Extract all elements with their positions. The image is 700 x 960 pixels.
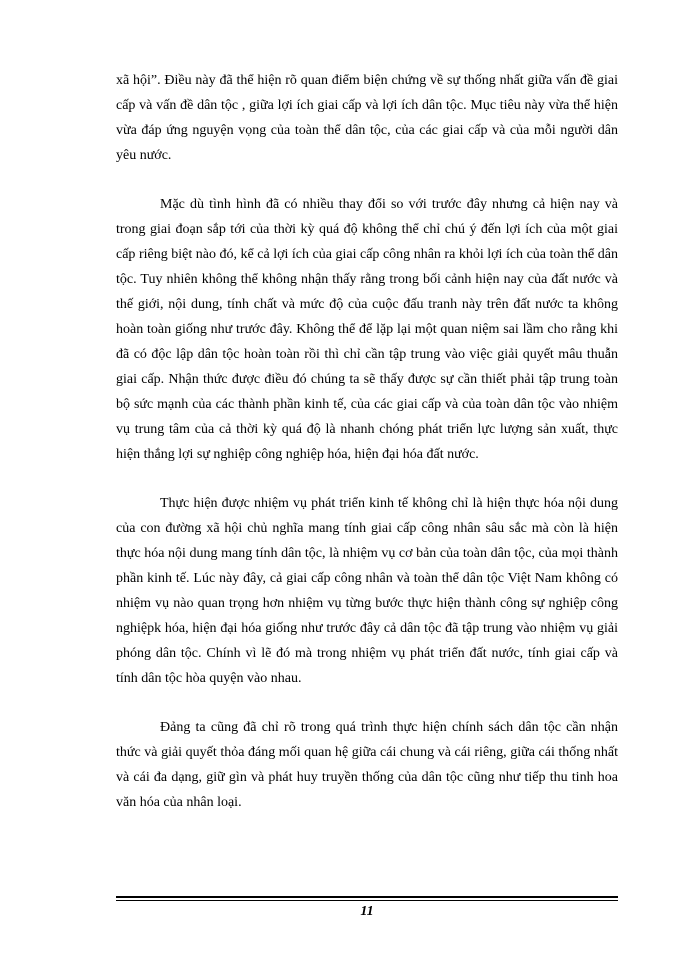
footer-divider-thick (116, 896, 618, 898)
paragraph-continuation: xã hội”. Điều này đã thể hiện rõ quan điểm biện chứng về sự thống nhất giữa vấn đề giai cấp và vấn đề dân tộc , giữa lợi ích giai cấp và lợi ích dân tộc. Mục tiêu này vừa thể hiện vừa đáp ứng nguyện vọng của toàn thể dân tộc, của các giai cấp và của mỗi người dân yêu nước. (116, 73, 618, 163)
paragraph: Mặc dù tình hình đã có nhiều thay đổi so với trước đây nhưng cả hiện nay và trong giai đoạn sắp tới của thời kỳ quá độ không thể chỉ chú ý đến lợi ích của một giai cấp riêng biệt nào đó, kể cả lợi ích của giai cấp công nhân ra khỏi lợi ích của toàn thể dân tộc. Tuy nhiên không thể không nhận thấy rằng trong bối cảnh hiện nay của đất nước và thế giới, nội dung, tính chất và mức độ của cuộc đấu tranh này trên đất nước ta không hoàn toàn giống như trước đây. Không thể để lặp lại một quan niệm sai lầm cho rằng khi đã có độc lập dân tộc hoàn toàn rồi thì chỉ cần tập trung vào việc giải quyết mâu thuẫn giai cấp. Nhận thức được điều đó chúng ta sẽ thấy được sự cần thiết phải tập trung toàn bộ sức mạnh của các thành phần kinh tế, của các giai cấp và của toàn dân tộc vào nhiệm vụ trung tâm của cả thời kỳ quá độ là nhanh chóng phát triển lực lượng sản xuất, thực hiện thắng lợi sự nghiệp công nghiệp hóa, hiện đại hóa đất nước. (116, 197, 618, 462)
page-number: 11 (360, 904, 374, 919)
paragraph: Đảng ta cũng đã chỉ rõ trong quá trình thực hiện chính sách dân tộc cần nhận thức và giải quyết thỏa đáng mối quan hệ giữa cái chung và cái riêng, giữa cái thống nhất và cái đa dạng, giữ gìn và phát huy truyền thống của dân tộc cũng như tiếp thu tinh hoa văn hóa của nhân loại. (116, 720, 618, 810)
body-text (116, 68, 618, 839)
footer-divider-thin (116, 900, 618, 901)
paragraph: Thực hiện được nhiệm vụ phát triển kinh tế không chỉ là hiện thực hóa nội dung của con đường xã hội chủ nghĩa mang tính giai cấp công nhân sâu sắc mà còn là hiện thực hóa nội dung mang tính dân tộc, là nhiệm vụ cơ bản của toàn dân tộc, của mọi thành phần kinh tế. Lúc này đây, cả giai cấp công nhân và toàn thể dân tộc Việt Nam không có nhiệm vụ nào quan trọng hơn nhiệm vụ từng bước thực hiện thành công sự nghiệp công nghiệpk hóa, hiện đại hóa giống như trước đây cả dân tộc đã tập trung vào nhiệm vụ giải phóng dân tộc. Chính vì lẽ đó mà trong nhiệm vụ phát triển đất nước, tính giai cấp và tính dân tộc hòa quyện vào nhau. (116, 496, 618, 686)
